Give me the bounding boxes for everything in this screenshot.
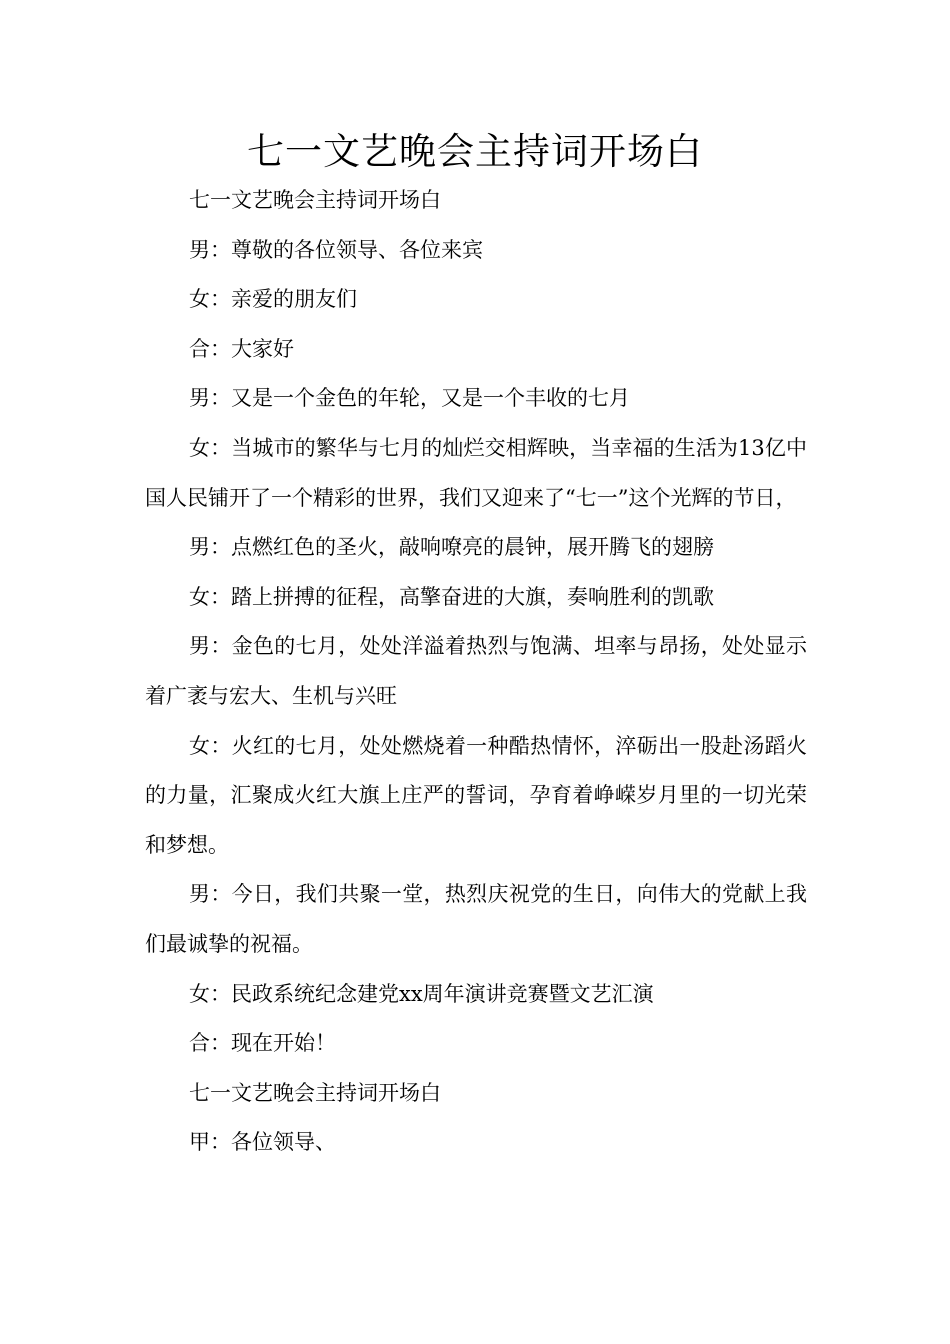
paragraph: 男：今日，我们共聚一堂，热烈庆祝党的生日，向伟大的党献上我们最诚挚的祝福。: [145, 882, 807, 956]
paragraph: 七一文艺晚会主持词开场白: [189, 188, 441, 212]
paragraph: 男：尊敬的各位领导、各位来宾: [189, 237, 483, 262]
paragraph: 女：火红的七月，处处燃烧着一种酷热情怀，淬砺出一股赴汤蹈火的力量，汇聚成火红大旗上庄严的誓词，孕育着峥嵘岁月里的一切光荣和梦想。: [145, 733, 807, 857]
paragraph: 男：点燃红色的圣火，敲响嘹亮的晨钟，展开腾飞的翅膀: [189, 535, 714, 560]
paragraph: 男：又是一个金色的年轮，又是一个丰收的七月: [189, 386, 630, 411]
paragraph: 女：民政系统纪念建党xx周年演讲竞赛暨文艺汇演: [189, 981, 654, 1006]
paragraph: 七一文艺晚会主持词开场白: [189, 1080, 441, 1105]
paragraph: 女：当城市的繁华与七月的灿烂交相辉映，当幸福的生活为13亿中国人民铺开了一个精彩的世界，我们又迎来了“七一”这个光辉的节日，: [145, 435, 807, 510]
document-title: 七一文艺晚会主持词开场白: [247, 130, 703, 173]
document-body: [145, 176, 807, 1168]
paragraph: 女：亲爱的朋友们: [189, 287, 357, 312]
paragraph: 合：现在开始！: [189, 1031, 336, 1056]
paragraph: 女：踏上拼搏的征程，高擎奋进的大旗，奏响胜利的凯歌: [189, 584, 714, 609]
paragraph: 甲：各位领导、: [189, 1130, 336, 1155]
paragraph: 合：大家好: [189, 336, 294, 361]
paragraph: 男：金色的七月，处处洋溢着热烈与饱满、坦率与昂扬，处处显示着广袤与宏大、生机与兴旺: [145, 634, 807, 708]
